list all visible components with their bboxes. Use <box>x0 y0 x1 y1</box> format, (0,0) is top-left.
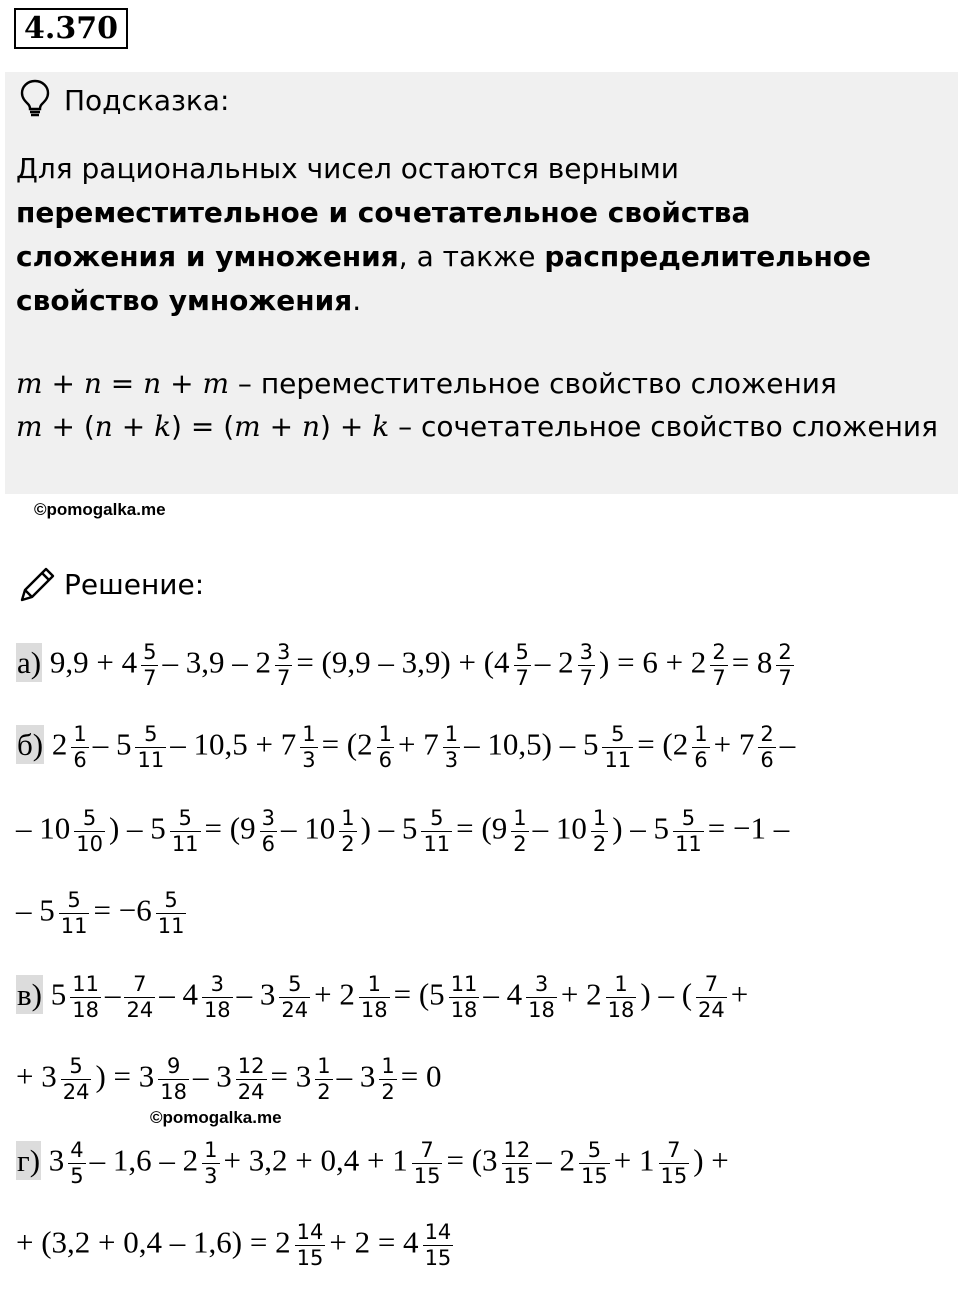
fraction <box>578 640 595 691</box>
expression-text: + 2 <box>560 976 602 1012</box>
solution-line <box>16 722 795 773</box>
fraction-numerator: 11 <box>450 972 478 996</box>
fraction-denominator: 7 <box>712 666 726 690</box>
fraction-numerator: 7 <box>412 1138 443 1164</box>
fraction-numerator: 7 <box>696 972 727 998</box>
fraction <box>275 640 292 691</box>
expression-text: ) – 5 <box>108 810 166 846</box>
hint-text: , а также <box>398 240 545 273</box>
fraction-numerator: 3 <box>579 640 594 664</box>
solution-line <box>16 888 190 939</box>
expression-text: ) = 3 <box>95 1058 155 1094</box>
fraction <box>71 722 88 773</box>
expression-text: ) – ( <box>640 976 693 1012</box>
expression-text: – <box>779 726 796 762</box>
fraction-denominator: 11 <box>157 914 185 938</box>
expression-text: – 10,5) – 5 <box>464 726 599 762</box>
hint-bold-text: переместительное и сочетательное свойства сложения и умножения <box>16 196 751 273</box>
pencil-icon <box>16 564 58 606</box>
formula-operator: ) + <box>320 410 373 443</box>
formula-associative <box>16 410 938 443</box>
fraction <box>279 972 310 1023</box>
fraction-denominator: 24 <box>62 1080 90 1104</box>
fraction <box>412 1138 443 1189</box>
fraction-numerator: 12 <box>503 1138 531 1162</box>
fraction-denominator: 18 <box>72 998 99 1022</box>
fraction <box>61 1054 92 1105</box>
fraction <box>423 1220 454 1271</box>
fraction <box>696 972 727 1023</box>
expression-text: – <box>104 976 121 1012</box>
fraction-denominator: 2 <box>513 832 527 856</box>
fraction-denominator: 5 <box>70 1164 84 1188</box>
fraction-numerator: 5 <box>135 722 166 748</box>
fraction-denominator: 6 <box>694 748 708 772</box>
expression-text: = 0 <box>400 1058 442 1094</box>
fraction <box>236 1054 267 1105</box>
fraction <box>135 722 166 773</box>
expression-text: + 2 = 4 <box>329 1224 419 1260</box>
fraction <box>449 972 480 1023</box>
fraction-denominator: 3 <box>444 748 459 772</box>
fraction-denominator: 6 <box>261 832 275 856</box>
fraction-numerator: 5 <box>143 640 157 664</box>
fraction <box>156 888 187 939</box>
fraction <box>606 972 637 1023</box>
formula-operator: + ( <box>42 410 95 443</box>
fraction-denominator: 24 <box>237 1080 265 1104</box>
formula-variable: m <box>16 367 43 400</box>
fraction-denominator: 7 <box>143 666 157 690</box>
fraction <box>70 972 101 1023</box>
fraction <box>421 806 452 857</box>
expression-text: + 3,2 + 0,4 + 1 <box>223 1142 408 1178</box>
fraction-numerator: 5 <box>279 972 310 998</box>
fraction <box>68 1138 85 1189</box>
fraction-numerator: 1 <box>694 722 708 746</box>
expression-text: – 10 <box>532 810 587 846</box>
fraction <box>59 888 90 939</box>
fraction <box>158 1054 189 1105</box>
lightbulb-icon <box>18 78 52 118</box>
formula-variable: m <box>16 410 43 443</box>
expression-text: + 3 <box>16 1058 57 1094</box>
solution-line <box>16 640 798 691</box>
fraction-numerator: 1 <box>302 722 316 746</box>
hint-text: . <box>352 284 362 317</box>
expression-text: 2 <box>44 726 68 762</box>
fraction <box>295 1220 326 1271</box>
fraction-denominator: 15 <box>424 1246 452 1270</box>
fraction-numerator: 11 <box>72 972 99 996</box>
expression-text: – 1,6 – 2 <box>89 1142 199 1178</box>
fraction-numerator: 9 <box>158 1054 189 1080</box>
expression-text: ) = 6 + 2 <box>599 644 707 680</box>
fraction-numerator: 5 <box>579 1138 610 1164</box>
fraction-denominator: 7 <box>276 666 291 690</box>
fraction-denominator: 18 <box>450 998 478 1022</box>
fraction-denominator: 18 <box>607 998 635 1022</box>
expression-text: + 1 <box>613 1142 655 1178</box>
fraction-denominator: 11 <box>675 832 702 856</box>
expression-text: = (9 <box>456 810 508 846</box>
expression-text: = 3 <box>270 1058 312 1094</box>
fraction <box>170 806 201 857</box>
fraction-denominator: 24 <box>281 998 309 1022</box>
fraction <box>758 722 775 773</box>
fraction <box>339 806 356 857</box>
expression-text: – 4 <box>159 976 198 1012</box>
fraction <box>315 1054 332 1105</box>
expression-text: = −6 <box>93 892 152 928</box>
expression-text: – 10 <box>280 810 336 846</box>
fraction-numerator: 3 <box>276 640 291 664</box>
fraction <box>124 972 155 1023</box>
fraction-numerator: 12 <box>237 1054 265 1078</box>
solution-item-label: а) <box>17 644 42 680</box>
fraction-denominator: 15 <box>413 1164 441 1188</box>
solution-line <box>16 972 748 1023</box>
fraction <box>141 640 158 691</box>
fraction-numerator: 5 <box>170 806 201 832</box>
fraction <box>202 1138 219 1189</box>
expression-text: = (2 <box>637 726 689 762</box>
fraction-denominator: 10 <box>76 832 103 856</box>
formula-operator: = <box>101 367 144 400</box>
fraction-denominator: 18 <box>360 998 388 1022</box>
fraction <box>692 722 709 773</box>
fraction-numerator: 1 <box>606 972 637 998</box>
fraction-denominator: 6 <box>760 748 774 772</box>
formula-description: – сочетательное свойство сложения <box>389 410 938 443</box>
fraction <box>659 1138 690 1189</box>
fraction-denominator: 3 <box>204 1164 218 1188</box>
expression-text: + 2 <box>314 976 355 1012</box>
expression-text: – 5 <box>92 726 132 762</box>
fraction-denominator: 11 <box>604 748 632 772</box>
expression-text: + 7 <box>398 726 439 762</box>
fraction <box>502 1138 533 1189</box>
formula-operator: + <box>161 367 203 400</box>
fraction-numerator: 3 <box>526 972 557 998</box>
expression-text: 3 <box>41 1142 65 1178</box>
formula-operator: + <box>42 367 84 400</box>
fraction-denominator: 15 <box>296 1246 324 1270</box>
fraction-numerator: 1 <box>592 806 607 830</box>
formula-variable: n <box>301 410 321 443</box>
expression-text: – 3 <box>336 1058 376 1094</box>
expression-text: – 10 <box>16 810 71 846</box>
expression-text: + <box>730 976 749 1012</box>
solution-line <box>16 806 789 857</box>
fraction <box>526 972 557 1023</box>
fraction-denominator: 24 <box>126 998 154 1022</box>
fraction-denominator: 18 <box>160 1080 188 1104</box>
fraction-numerator: 5 <box>74 806 105 832</box>
fraction-numerator: 3 <box>261 806 275 830</box>
fraction-numerator: 2 <box>778 640 792 664</box>
fraction-denominator: 2 <box>341 832 355 856</box>
formula-operator: + <box>112 410 155 443</box>
expression-text: 9,9 + 4 <box>42 644 138 680</box>
hint-bold-text: распределительное свойство умножения <box>16 240 872 317</box>
fraction <box>300 722 317 773</box>
fraction <box>202 972 233 1023</box>
solution-title: Решение: <box>64 568 205 601</box>
fraction <box>710 640 727 691</box>
expression-text: = 8 <box>731 644 773 680</box>
fraction <box>602 722 633 773</box>
fraction-denominator: 3 <box>302 748 316 772</box>
fraction-denominator: 7 <box>778 666 792 690</box>
fraction-numerator: 5 <box>59 888 90 914</box>
expression-text: = (9,9 – 3,9) + (4 <box>296 644 510 680</box>
expression-text: 5 <box>42 976 67 1012</box>
expression-text: = (2 <box>321 726 373 762</box>
expression-text: – 3 <box>236 976 276 1012</box>
fraction <box>579 1138 610 1189</box>
expression-text: – 3,9 – 2 <box>162 644 271 680</box>
fraction-denominator: 18 <box>203 998 231 1022</box>
hint-text: Для рациональных чисел остаются верными <box>16 152 679 185</box>
fraction-numerator: 2 <box>760 722 774 746</box>
fraction-numerator: 7 <box>659 1138 690 1164</box>
fraction-numerator: 2 <box>712 640 726 664</box>
hint-paragraph <box>16 147 916 323</box>
fraction-numerator: 1 <box>317 1054 331 1078</box>
fraction-numerator: 1 <box>204 1138 218 1162</box>
expression-text: – 10,5 + 7 <box>170 726 297 762</box>
fraction-numerator: 1 <box>359 972 390 998</box>
fraction-denominator: 11 <box>60 914 88 938</box>
fraction-denominator: 11 <box>171 832 199 856</box>
fraction <box>591 806 608 857</box>
exercise-number: 4.370 <box>14 8 128 49</box>
formula-variable: k <box>154 410 172 443</box>
fraction <box>260 806 277 857</box>
fraction-denominator: 2 <box>317 1080 331 1104</box>
fraction-denominator: 2 <box>381 1080 395 1104</box>
expression-text: ) – 5 <box>360 810 418 846</box>
fraction-denominator: 15 <box>581 1164 608 1188</box>
fraction-denominator: 18 <box>528 998 555 1022</box>
fraction-denominator: 15 <box>660 1164 688 1188</box>
fraction-denominator: 11 <box>423 832 451 856</box>
fraction-numerator: 1 <box>341 806 355 830</box>
fraction <box>443 722 460 773</box>
fraction-numerator: 5 <box>515 640 529 664</box>
fraction <box>377 722 394 773</box>
fraction-denominator: 2 <box>592 832 607 856</box>
fraction-denominator: 15 <box>503 1164 531 1188</box>
fraction <box>511 806 528 857</box>
formula-variable: n <box>94 410 113 443</box>
fraction-numerator: 14 <box>424 1220 452 1244</box>
expression-text: = (3 <box>446 1142 498 1178</box>
fraction-denominator: 6 <box>378 748 393 772</box>
solution-item-label: б) <box>17 726 44 762</box>
fraction-denominator: 7 <box>579 666 594 690</box>
expression-text: + (3,2 + 0,4 – 1,6) = 2 <box>16 1224 291 1260</box>
fraction-numerator: 1 <box>378 722 393 746</box>
fraction-numerator: 14 <box>296 1220 324 1244</box>
expression-text: = (5 <box>393 976 445 1012</box>
fraction-denominator: 11 <box>137 748 165 772</box>
watermark-2: ©pomogalka.me <box>150 1108 282 1127</box>
fraction-numerator: 5 <box>673 806 704 832</box>
fraction <box>359 972 390 1023</box>
hint-title: Подсказка: <box>64 84 230 117</box>
fraction-denominator: 24 <box>698 998 725 1022</box>
solution-line <box>16 1054 441 1105</box>
formula-operator: ) = ( <box>171 410 235 443</box>
solution-line <box>16 1220 457 1271</box>
fraction-denominator: 7 <box>515 666 529 690</box>
expression-text: – 3 <box>193 1058 232 1094</box>
fraction-numerator: 5 <box>602 722 633 748</box>
fraction-numerator: 1 <box>381 1054 395 1078</box>
fraction-numerator: 5 <box>156 888 187 914</box>
fraction-numerator: 1 <box>73 722 87 746</box>
expression-text: – 2 <box>536 1142 576 1178</box>
solution-item-label: в) <box>17 976 42 1012</box>
fraction <box>379 1054 396 1105</box>
expression-text: + 7 <box>713 726 755 762</box>
formula-variable: k <box>372 410 390 443</box>
fraction-numerator: 4 <box>70 1138 84 1162</box>
expression-text: – 2 <box>534 644 574 680</box>
expression-text: – 4 <box>483 976 523 1012</box>
fraction-denominator: 6 <box>73 748 87 772</box>
fraction-numerator: 7 <box>124 972 155 998</box>
fraction <box>673 806 704 857</box>
formula-variable: n <box>83 367 102 400</box>
formula-variable: n <box>143 367 162 400</box>
formula-commutative <box>16 367 837 400</box>
formula-description: – переместительное свойство сложения <box>229 367 837 400</box>
formula-operator: + <box>260 410 302 443</box>
solution-line <box>16 1138 729 1189</box>
fraction <box>74 806 105 857</box>
formula-variable: m <box>202 367 230 400</box>
fraction <box>514 640 531 691</box>
expression-text: ) + <box>693 1142 729 1178</box>
fraction-numerator: 5 <box>61 1054 92 1080</box>
watermark: ©pomogalka.me <box>34 500 166 519</box>
expression-text: = −1 – <box>707 810 790 846</box>
expression-text: = (9 <box>204 810 256 846</box>
fraction-numerator: 1 <box>444 722 459 746</box>
fraction <box>776 640 793 691</box>
formula-variable: m <box>234 410 261 443</box>
fraction-numerator: 5 <box>421 806 452 832</box>
fraction-numerator: 1 <box>513 806 527 830</box>
solution-item-label: г) <box>17 1142 41 1178</box>
expression-text: ) – 5 <box>612 810 670 846</box>
fraction-numerator: 3 <box>202 972 233 998</box>
expression-text: – 5 <box>16 892 55 928</box>
